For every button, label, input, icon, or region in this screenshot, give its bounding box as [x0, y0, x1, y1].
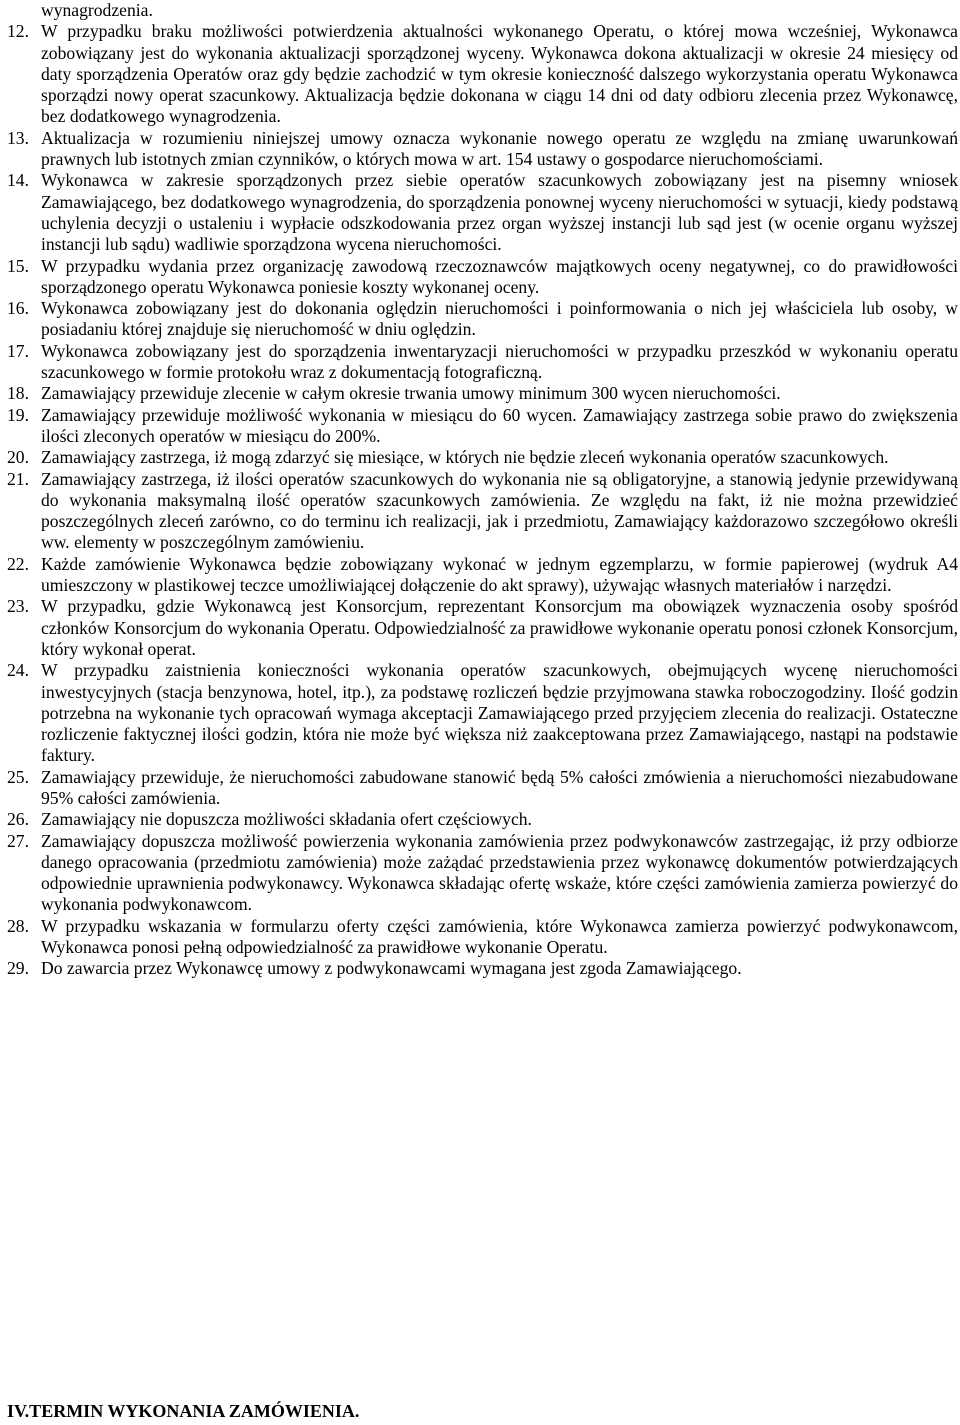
item-text: Zamawiający zastrzega, iż ilości operatów szacunkowych do wykonania nie są obligatoryjne, a stanowią jedynie przewidywaną do wykonania maksymalną ilość operatów szacunkowych zamówienia. Ze względu na fakt, iż nie można przewidzieć poszczególnych zleceń zarówno, co do terminu ich realizacji, jak i przedmiotu, Zamawiający każdorazowo szczegółowo określi ww. elementy w poszczególnym zamówieniu.: [41, 468, 958, 553]
item-text: W przypadku wydania przez organizację zawodową rzeczoznawców majątkowych oceny negatywnej, co do prawidłowości sporządzonego operatu Wykonawca poniesie koszty wykonanej oceny.: [41, 255, 958, 297]
item-text: W przypadku, gdzie Wykonawcą jest Konsorcjum, reprezentant Konsorcjum ma obowiązek wyznaczenia osoby spośród członków Konsorcjum do wykonania Operatu. Odpowiedzialność za prawidłowe wykonanie operatu ponosi członek Konsorcjum, który wykonał operat.: [41, 596, 958, 659]
item-number: 20.: [7, 447, 29, 468]
item-number: 29.: [7, 958, 29, 979]
item-number: 28.: [7, 915, 29, 936]
list-item: [7, 405, 958, 448]
item-text: W przypadku zaistnienia konieczności wykonania operatów szacunkowych, obejmujących wycenę nieruchomości inwestycyjnych (stacja benzynowa, hotel, itp.), za podstawę rozliczeń będzie przyjmowana stawka roboczogodziny. Ilość godzin potrzebna na wykonanie tych opracowań wymaga akceptacji Zamawiającego przed przyjęciem zlecenia do realizacji. Ostateczne rozliczenie faktycznej ilości godzin, która nie może być większa niż zaakceptowana przez Zamawiającego, nastąpi na podstawie faktury.: [41, 660, 958, 766]
item-text: Wykonawca w zakresie sporządzonych przez siebie operatów szacunkowych zobowiązany jest na pisemny wniosek Zamawiającego, bez dodatkowego wynagrodzenia, do sporządzenia ponownej wyceny nieruchomości w sytuacji, kiedy podstawą uchylenia decyzji o ustaleniu i wypłacie odszkodowania przez organ wyższej instancji lub sąd jest (w ocenie organu wyższej instancji lub sądu) wadliwie sporządzona wycena nieruchomości.: [41, 170, 958, 255]
item-text: Aktualizacja w rozumieniu niniejszej umowy oznacza wykonanie nowego operatu ze względu na zmianę uwarunkowań prawnych lub istotnych zmian czynników, o których mowa w art. 154 ustawy o gospodarce nieruchomościami.: [41, 127, 958, 170]
item-number: 27.: [7, 830, 29, 851]
item-number: 12.: [7, 21, 29, 42]
item-text: Zamawiający zastrzega, iż mogą zdarzyć się miesiące, w których nie będzie zleceń wykonania operatów szacunkowych.: [41, 447, 889, 468]
item-text: Do zawarcia przez Wykonawcę umowy z podwykonawcami wymagana jest zgoda Zamawiającego.: [41, 958, 742, 979]
list-item: [7, 447, 958, 468]
item-text: Zamawiający przewiduje, że nieruchomości zabudowane stanowić będą 5% całości zmówienia a nieruchomości niezabudowane 95% całości zamówienia.: [41, 766, 958, 808]
item-number: 18.: [7, 383, 29, 404]
numbered-list: [7, 21, 958, 979]
document-page: [7, 0, 958, 980]
item-number: 23.: [7, 596, 29, 617]
item-text: Wykonawca zobowiązany jest do dokonania oględzin nieruchomości i poinformowania o nich jej właściciela lub osoby, w posiadaniu której znajduje się nieruchomość w dniu oględzin.: [41, 298, 958, 340]
list-item: [7, 21, 958, 127]
list-item: [7, 128, 958, 171]
list-item: [7, 958, 958, 979]
item-number: 17.: [7, 340, 29, 361]
item-text: Zamawiający nie dopuszcza możliwości składania ofert częściowych.: [41, 809, 532, 830]
continuation-text: wynagrodzenia.: [41, 0, 153, 20]
item-number: 21.: [7, 468, 29, 489]
item-text: Wykonawca zobowiązany jest do sporządzenia inwentaryzacji nieruchomości w przypadku przeszkód w wykonaniu operatu szacunkowego w formie protokołu wraz z dokumentacją fotograficzną.: [41, 340, 958, 383]
item-number: 24.: [7, 660, 29, 681]
item-number: 22.: [7, 553, 29, 574]
item-text: Zamawiający dopuszcza możliwość powierzenia wykonania zamówienia przez podwykonawców zastrzegając, iż przy odbiorze danego opracowania (przedmiotu zamówienia) może zażądać przedstawienia przez wykonawcę dokumentów potwierdzających odpowiednie uprawnienia podwykonawcy. Wykonawca składając ofertę wskaże, które części zamówienia zamierza powierzyć do wykonania podwykonawcom.: [41, 830, 958, 915]
list-item: [7, 383, 958, 404]
list-item: [7, 596, 958, 660]
item-number: 16.: [7, 298, 29, 319]
item-number: 19.: [7, 404, 29, 425]
item-text: Zamawiający przewiduje zlecenie w całym okresie trwania umowy minimum 300 wycen nieruchomości.: [41, 383, 781, 404]
list-item: [7, 298, 958, 341]
item-text: Zamawiający przewiduje możliwość wykonania w miesiącu do 60 wycen. Zamawiający zastrzega sobie prawo do zwiększenia ilości zleconych operatów w miesiącu do 200%.: [41, 404, 958, 446]
item-text: W przypadku wskazania w formularzu oferty części zamówienia, które Wykonawca zamierza powierzyć podwykonawcom, Wykonawca ponosi pełną odpowiedzialność za prawidłowe wykonanie Operatu.: [41, 915, 958, 958]
item-number: 26.: [7, 809, 29, 830]
list-item: [7, 660, 958, 766]
section-heading: IV.TERMIN WYKONANIA ZAMÓWIENIA.: [7, 1401, 360, 1421]
list-item: [7, 767, 958, 810]
item-text: W przypadku braku możliwości potwierdzenia aktualności wykonanego Operatu, o której mowa wcześniej, Wykonawca zobowiązany jest do wykonania aktualizacji sporządzonej wyceny. Wykonawca dokona aktualizacji w okresie 24 miesięcy od daty sporządzenia Operatów oraz gdy będzie zachodzić w tym okresie konieczność dalszego wykorzystania operatu Wykonawca sporządzi nowy operat szacunkowy. Aktualizacja będzie dokonana w ciągu 14 dni od daty odbioru zlecenia przez Wykonawcę, bez dodatkowego wynagrodzenia.: [41, 21, 958, 127]
list-item: [7, 170, 958, 255]
item-text: Każde zamówienie Wykonawca będzie zobowiązany wykonać w jednym egzemplarzu, w formie papierowej (wydruk A4 umieszczony w plastikowej teczce umożliwiającej dołączenie do akt sprawy), używając własnych materiałów i narzędzi.: [41, 553, 958, 596]
item-number: 13.: [7, 127, 29, 148]
list-item: [7, 831, 958, 916]
list-item: [7, 554, 958, 597]
item-number: 14.: [7, 170, 29, 191]
list-item: [7, 469, 958, 554]
list-item: [7, 256, 958, 299]
list-item: [7, 809, 958, 830]
list-item: [7, 916, 958, 959]
list-item: [7, 341, 958, 384]
item-number: 15.: [7, 255, 29, 276]
item-number: 25.: [7, 766, 29, 787]
